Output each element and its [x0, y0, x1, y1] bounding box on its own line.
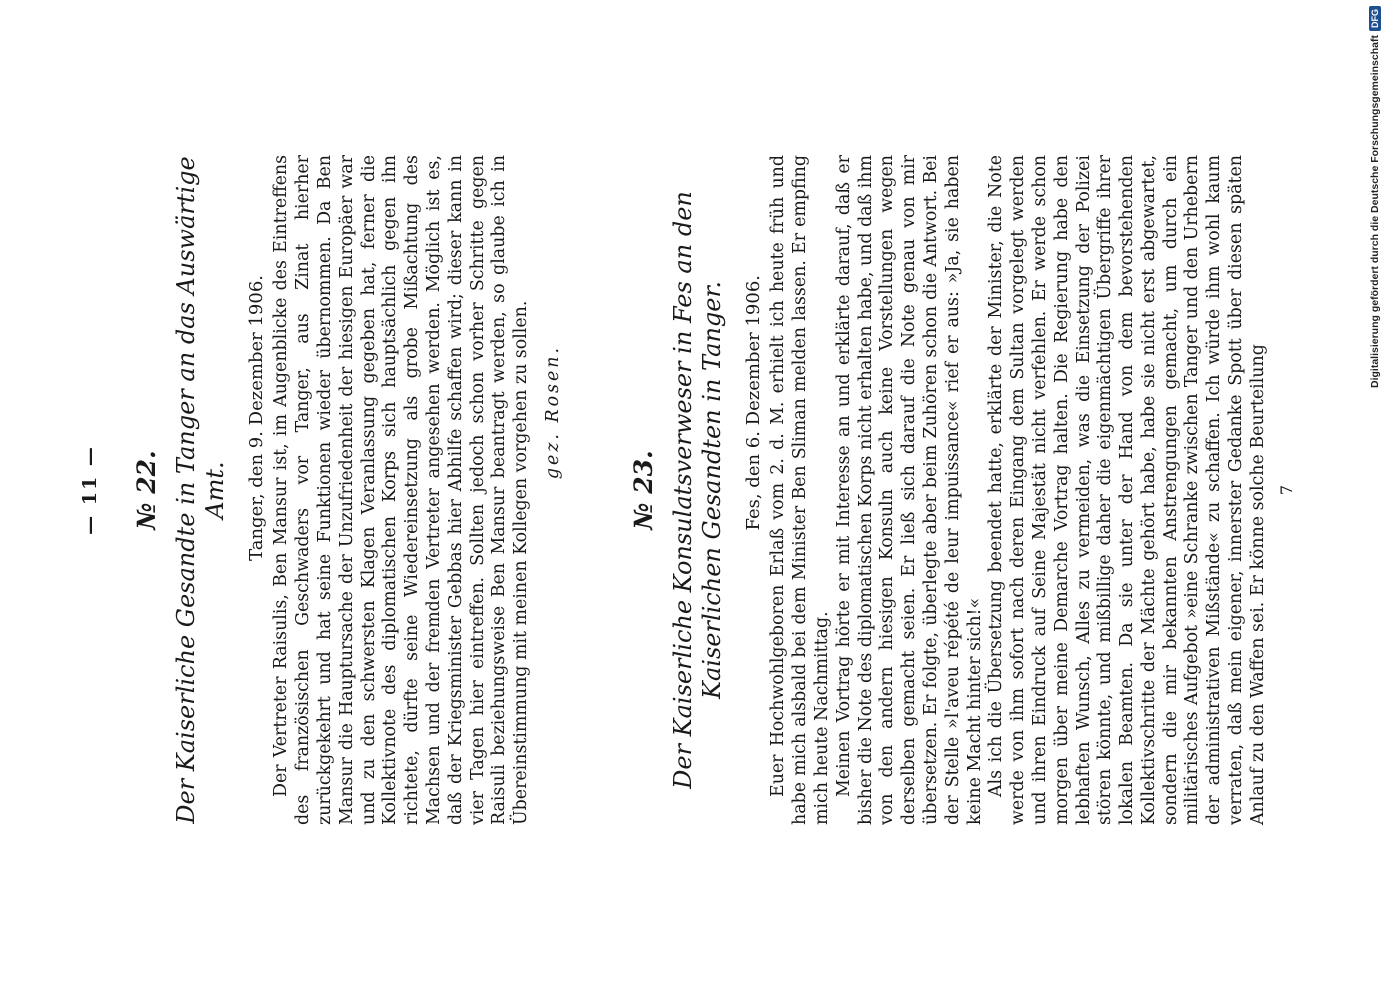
signature: gez. Rosen.: [542, 345, 563, 480]
document-heading: Der Kaiserliche Gesandte in Tanger an das Auswärtige Amt.: [171, 156, 229, 824]
dateline: Tanger, den 9. Dezember 1906.: [245, 275, 267, 561]
page-content: [80, 155, 1297, 825]
body-paragraph: Als ich die Übersetzung beendet hatte, erklärte der Minister, die Note werde von ihm sofort nach deren Eingang dem Sultan vorgelegt werden und ihren Eindruck auf Seine Majestät nicht verfehlen. Er werde schon morgen über meine Demarche Vortrag halten. Die Regierung habe den lebhaften Wunsch, Alles zu vermeiden, was die Einsetzung der Polizei stören könnte, und mißbillige daher die eigenmächtigen Übergriffe ihrer lokalen Beamten. Da sie unter der Hand von dem bevorstehenden Kollektivschritte der Mächte gehört habe, habe sie nicht erst abgewartet, sondern die mir bekannten Anstrengungen gemacht, um durch ein militärisches Aufgebot »eine Schranke zwischen Tanger und den Urhebern der administrativen Mißstände« zu schaffen. Ich würde ihm wohl kaum verraten, daß mein eigener, innerster Gedanke Spott über diesen späten Anlauf zu den Waffen sei. Er könne solche Beurteilung: [986, 155, 1268, 825]
dateline: Fes, den 6. Dezember 1906.: [742, 275, 764, 531]
body-paragraph: Meinen Vortrag hörte er mit Interesse an und erklärte darauf, daß er bisher die Note des diplomatischen Korps nicht erhalten habe, und daß ihm von den andern hiesigen Konsuln auch keine Vorstellungen wegen derselben gemacht seien. Er ließ sich darauf die Note genau von mir übersetzen. Er folgte, überlegte aber beim Zuhören schon die Antwort. Bei der Stelle »l'aveu répété de leur impuissance« rief er aus: »Ja, sie haben keine Macht hinter sich!«: [833, 155, 985, 825]
document-heading: Der Kaiserliche Konsulatsverweser in Fes an den Kaiserlichen Gesandten in Tanger.: [668, 191, 726, 789]
dfg-logo: DFG: [1369, 6, 1381, 31]
document-number: № 23.: [628, 450, 658, 530]
digitization-credit: [1364, 8, 1383, 388]
document-22: [131, 155, 565, 825]
credit-text: Digitalisierung gefördert durch die Deutsche Forschungsgemeinschaft: [1369, 35, 1381, 388]
page-number: — 11 —: [79, 445, 101, 535]
sheet-mark: 7: [1276, 484, 1296, 496]
document-23: [628, 155, 1298, 825]
document-number: № 22.: [131, 450, 161, 530]
body-paragraph: Der Vertreter Raisulis, Ben Mansur ist, im Augenblicke des Eintreffens des französischen Geschwaders vor Tanger, aus Zinat hierher zurückgekehrt und hat seine Funktionen wieder übernommen. Da Ben Mansur die Hauptursache der Unzufriedenheit der hiesigen Europäer war und zu den schwersten Klagen Veranlassung gegeben hat, ferner die Kollektivnote des diplomatischen Korps sich hauptsächlich gegen ihn richtete, dürfte seine Wiedereinsetzung als grobe Mißachtung des Machsen und der fremden Vertreter angesehen werden. Möglich ist es, daß der Kriegsminister Gebbas hier Abhilfe schaffen wird; dieser kann in vier Tagen hier eintreffen. Sollten jedoch schon vorher Schritte gegen Raisuli beziehungsweise Ben Mansur beantragt werden, so glaube ich in Übereinstimmung mit meinen Kollegen vorgehen zu sollen.: [271, 155, 532, 825]
body-paragraph: Euer Hochwohlgeboren Erlaß vom 2. d. M. erhielt ich heute früh und habe mich alsbald bei dem Minister Ben Sliman melden lassen. Er empfing mich heute Nachmittag.: [768, 155, 832, 825]
